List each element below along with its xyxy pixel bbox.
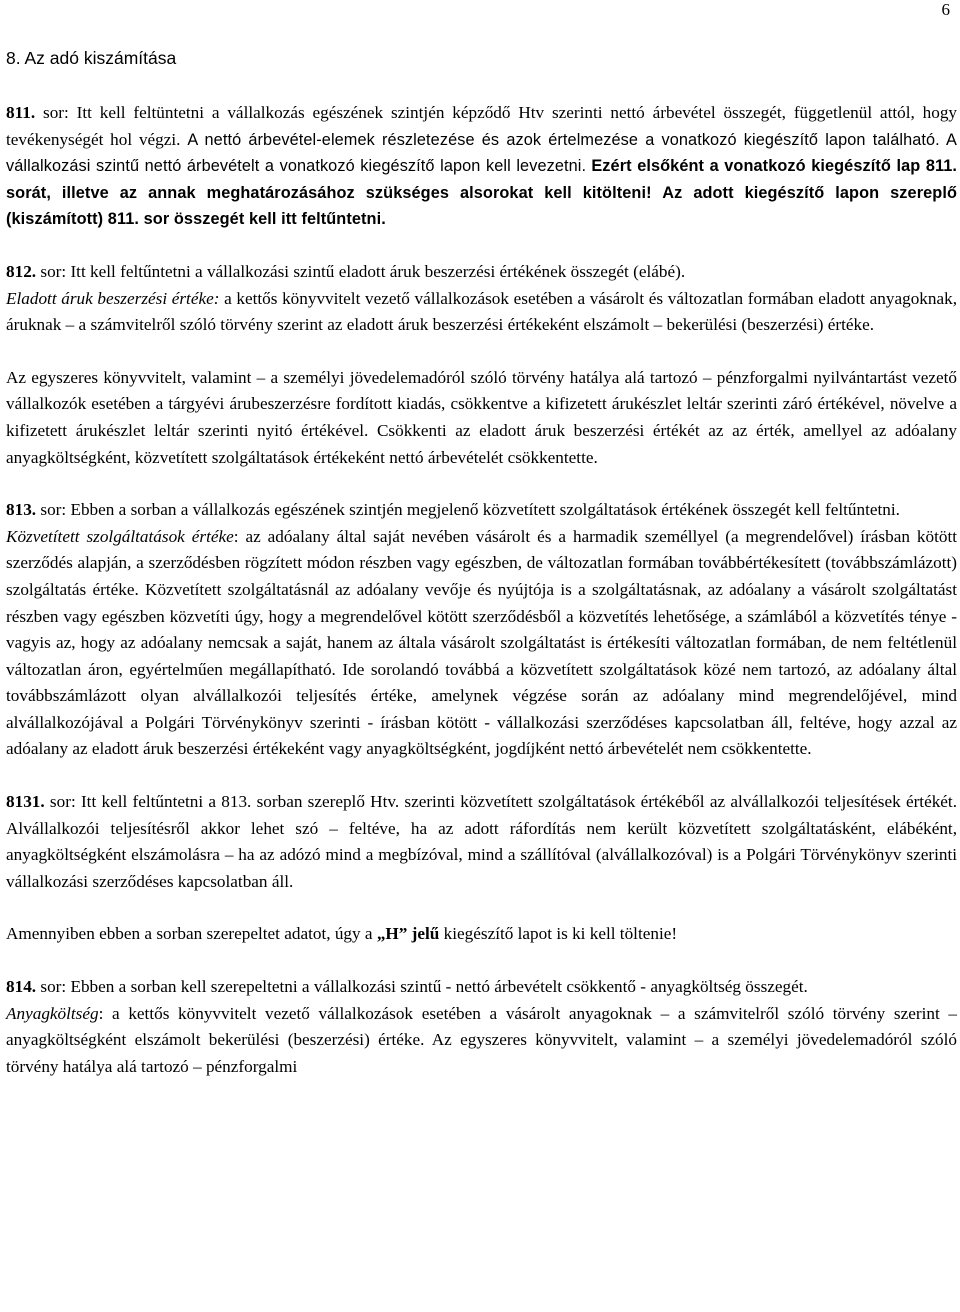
- row-814-italic: Anyagköltség: [6, 1003, 99, 1023]
- row-8131-sor: sor: [49, 792, 71, 812]
- row-8131-number: 8131.: [6, 792, 45, 812]
- row-811-bold-2: Az adott kiegészítő lapon szereplő (kiszámított) 811. sor összegét kell itt feltűntetni.: [6, 183, 957, 229]
- row-811-text-1: : Itt kell feltüntetni a vállalkozás egészének szintjén képződő Htv szerinti nettó árbevétel összegét, függetlenül attól, hogy tevékenységét hol végzi.: [6, 103, 958, 149]
- row-812-italic: Eladott áruk beszerzési értéke:: [6, 288, 220, 308]
- row-814-sor: sor: [40, 977, 62, 997]
- row-812-text-1: : Itt kell feltűntetni a vállalkozási szintű eladott áruk beszerzési értékének összegét (elábé).: [61, 261, 686, 281]
- row-812-sor: sor: [40, 261, 62, 281]
- row-813-text-1: : Ebben a sorban a vállalkozás egészének szintjén megjelenő közvetített szolgáltatások értékének összegét kell feltűntetni.: [61, 500, 900, 520]
- row-8131-text-1: : Itt kell feltűntetni a 813. sorban szereplő Htv. szerinti közvetített szolgáltatások értékéből az alvállalkozói teljesítések értékét. Alvállalkozói teljesítésről akkor lehet szó – feltéve, ha az adott ráfordítás nem került közvetített szolgáltatásként, elábéként, anyagköltségként elszámolásra – ha az adózó mind a megbízóval, mind a szállítóval (alvállalkozóval) is a Polgári Törvénykönyv szerinti vállalkozási szerződéses kapcsolatban áll.: [6, 792, 957, 891]
- row-8131-note-c: kiegészítő lapot is ki kell töltenie!: [439, 924, 678, 944]
- row-814-definition: [6, 1001, 957, 1081]
- row-812-text-2: a kettős könyvvitelt vezető vállalkozások esetében a vásárolt és változatlan formában eladott anyagoknak, áruknak – a számvitelről szóló törvény szerint az eladott áruk beszerzési értékeként elszámolt – bekerülési (beszerzési) értéke.: [6, 288, 958, 335]
- row-813-definition: [6, 524, 957, 763]
- row-812-paragraph-2: Az egyszeres könyvvitelt, valamint – a személyi jövedelemadóról szóló törvény hatálya alá tartozó – pénzforgalmi nyilvántartást vezető vállalkozók esetében a tárgyévi árubeszerzésre fordított kiadás, csökkentve a kifizetett árukészlet leltár szerinti záró értékével, növelve a kifizetett árukészlet leltár szerinti nyitó értékével. Csökkenti az eladott áruk beszerzési értékét az az érték, amellyel az adóalany anyagköltségként, közvetített szolgáltatások értékeként nettó árbevételét csökkentette.: [6, 367, 957, 467]
- row-8131-paragraph: [6, 789, 957, 895]
- row-814-text-2: : a kettős könyvvitelt vezető vállalkozások esetében a vásárolt anyagoknak – a számvitelről szóló törvény szerint – anyagköltségként elszámolt bekerülési (beszerzési) értéke. Az egyszeres könyvvitelt, valamint – a személyi jövedelemadóról szóló törvény hatálya alá tartozó – pénzforgalmi: [6, 1003, 957, 1076]
- document-body: [6, 100, 957, 1080]
- row-812-paragraph: [6, 259, 957, 286]
- row-811-paragraph: [6, 100, 957, 233]
- row-812-definition: [6, 286, 957, 339]
- row-811-text-2: A nettó árbevétel-elemek részletezése és azok értelmezése a vonatkozó kiegészítő lapon található. A vállalkozási szintű nettó árbevételt a vonatkozó kiegészítő lapon kell levezetni.: [6, 130, 957, 176]
- row-813-text-2: : az adóalany által saját nevében vásárolt és a harmadik személlyel (a megrendelővel) írásban kötött szerződés alapján, a szerződésben rögzített módon részben vagy egészben, de változatlan formában továbbértékesített (továbbszámlázott) szolgáltatás értéke. Közvetített szolgáltatásnál az adóalany vevője és nyújtója is a szolgáltatásnak, az adóalany a vásárolt szolgáltatást részben vagy egészben közvetíti úgy, hogy a megrendelővel kötött szerződésből a közvetítés lehetősége, a számlából a közvetítés ténye - vagyis az, hogy az adóalany nemcsak a saját, hanem az általa vásárolt szolgáltatást is értékesíti változatlan formában, de nem feltétlenül változatlan áron, egyértelműen megállapítható. Ide sorolandó továbbá a közvetített szolgáltatások közé nem tartozó, az adóalany által továbbszámlázott olyan alvállalkozói teljesítés értéke, amelynek végzése során az adóalany mind megrendelőjével, mind alvállalkozójával a Polgári Törvénykönyv szerinti - írásban kötött - vállalkozási szerződéses kapcsolatban áll, feltéve, hogy azzal az adóalany az eladott áruk beszerzési értékeként vagy anyagköltségként, jogdíjként nettó árbevételét nem csökkentette.: [6, 526, 957, 759]
- row-8131-note-a: Amennyiben ebben a sorban szerepeltet adatot, úgy a: [6, 924, 377, 944]
- row-814-paragraph: [6, 974, 957, 1001]
- page-number: 6: [941, 0, 950, 19]
- row-811-sor: sor: [43, 103, 65, 122]
- row-812-number: 812.: [6, 261, 37, 281]
- row-814-text-1: : Ebben a sorban kell szerepeltetni a vállalkozási szintű - nettó árbevételt csökkentő - anyagköltség összegét.: [61, 977, 808, 997]
- row-813-sor: sor: [40, 500, 62, 520]
- row-8131-note: [6, 921, 957, 948]
- row-813-paragraph: [6, 497, 957, 524]
- row-8131-note-bold: „H” jelű: [376, 924, 440, 944]
- row-813-number: 813.: [6, 500, 37, 520]
- section-title: 8. Az adó kiszámítása: [6, 48, 177, 68]
- row-814-number: 814.: [6, 977, 37, 997]
- row-811-number: 811.: [6, 103, 36, 122]
- row-811-bold-1: Ezért elsőként a vonatkozó kiegészítő lap 811. sorát, illetve az annak meghatározásához szükséges alsorokat kell kitölteni!: [6, 157, 958, 202]
- row-813-italic: Közvetített szolgáltatások értéke: [6, 526, 234, 546]
